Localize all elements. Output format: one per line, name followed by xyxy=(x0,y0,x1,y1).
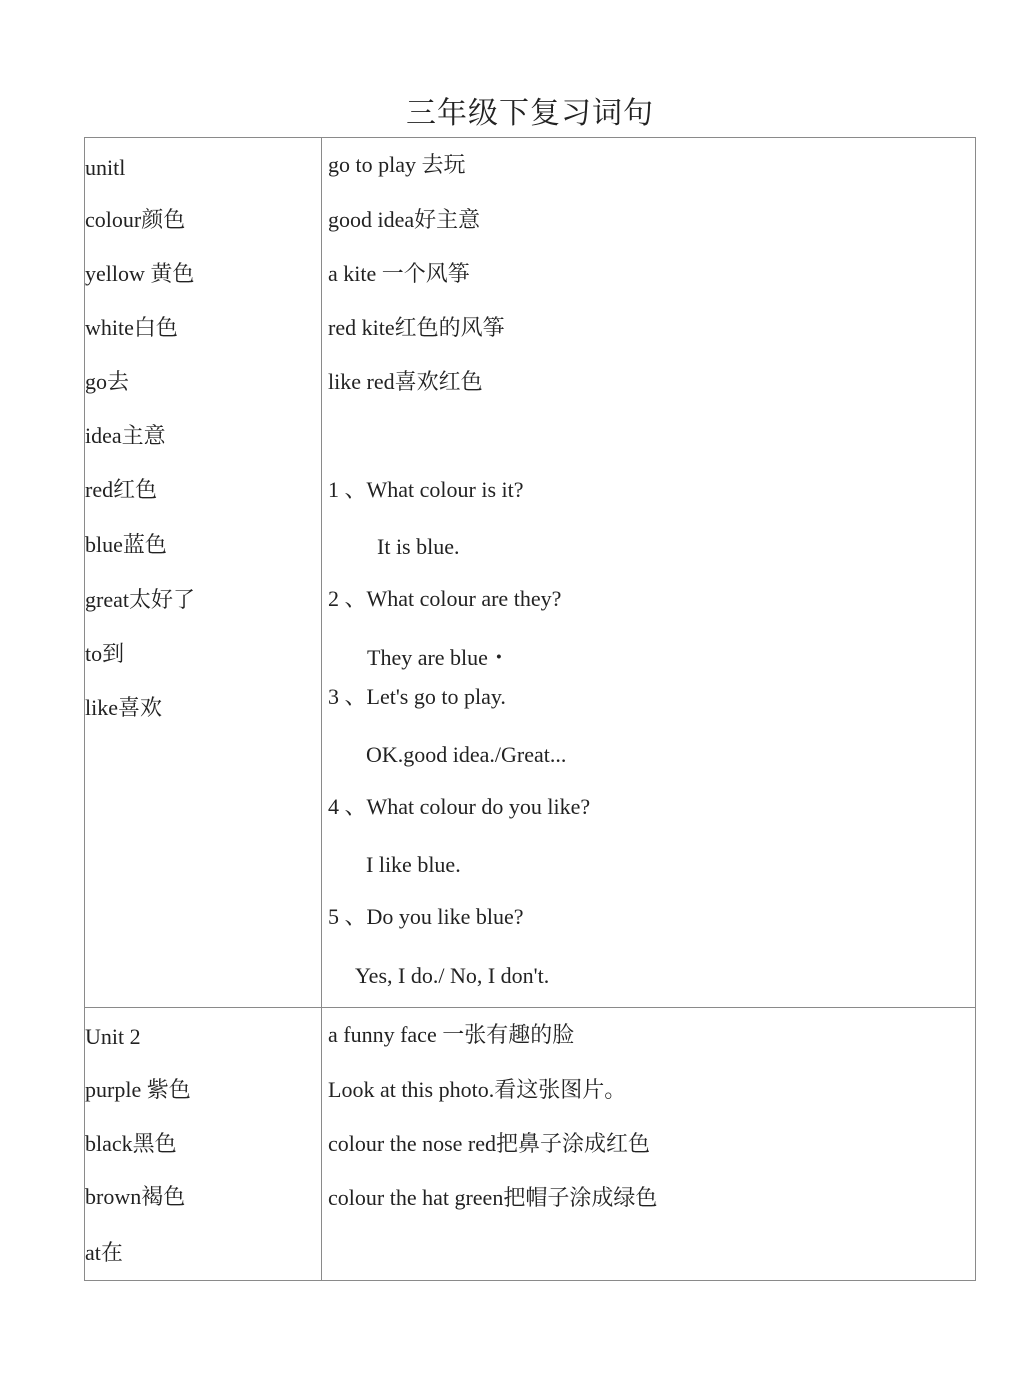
unit1-phrase: red kite红色的风筝 xyxy=(328,315,505,340)
unit2-word: brown褐色 xyxy=(85,1184,186,1209)
unit1-question: 2 、What colour are they? xyxy=(328,586,562,611)
unit1-word: like喜欢 xyxy=(85,695,162,720)
unit1-word: to到 xyxy=(85,641,125,666)
unit2-phrase: a funny face 一张有趣的脸 xyxy=(328,1022,575,1047)
unit2-phrase: colour the hat green把帽子涂成绿色 xyxy=(328,1185,658,1210)
unit2-word: Unit 2 xyxy=(85,1024,141,1049)
unit1-answer: I like blue. xyxy=(366,852,461,877)
unit1-phrase: a kite 一个风筝 xyxy=(328,261,470,286)
column-divider xyxy=(321,138,322,1007)
unit2-word: at在 xyxy=(85,1240,123,1265)
unit1-word: blue蓝色 xyxy=(85,532,167,557)
unit2-word: purple 紫色 xyxy=(85,1077,191,1102)
unit1-question: 4 、What colour do you like? xyxy=(328,794,591,819)
unit1-question: 5 、Do you like blue? xyxy=(328,904,524,929)
column-divider xyxy=(321,1008,322,1280)
unit1-phrase: like red喜欢红色 xyxy=(328,369,483,394)
unit1-question: 3 、Let's go to play. xyxy=(328,684,506,709)
page-title: 三年级下复习词句 xyxy=(406,97,654,130)
unit1-question: 1 、What colour is it? xyxy=(328,477,524,502)
unit1-phrase: good idea好主意 xyxy=(328,207,481,232)
unit1-answer: Yes, I do./ No, I don't. xyxy=(355,963,550,988)
unit1-row xyxy=(85,138,975,1008)
unit1-word: red红色 xyxy=(85,477,158,502)
unit2-row xyxy=(85,1008,975,1280)
unit2-phrase: colour the nose red把鼻子涂成红色 xyxy=(328,1131,650,1156)
unit1-answer: It is blue. xyxy=(377,534,460,559)
unit1-word: great太好了 xyxy=(85,587,195,612)
unit1-word: yellow 黄色 xyxy=(85,261,195,286)
vocab-table xyxy=(84,137,976,1281)
unit1-phrase: go to play 去玩 xyxy=(328,152,466,177)
unit1-word: go去 xyxy=(85,369,130,394)
unit1-answer: They are blue・ xyxy=(367,645,510,670)
unit1-word: colour颜色 xyxy=(85,207,186,232)
unit1-word: white白色 xyxy=(85,315,178,340)
unit2-phrase: Look at this photo.看这张图片。 xyxy=(328,1077,627,1102)
unit1-word: unitl xyxy=(85,155,126,180)
unit2-word: black黑色 xyxy=(85,1131,177,1156)
unit1-word: idea主意 xyxy=(85,423,166,448)
unit1-answer: OK.good idea./Great... xyxy=(366,742,567,767)
